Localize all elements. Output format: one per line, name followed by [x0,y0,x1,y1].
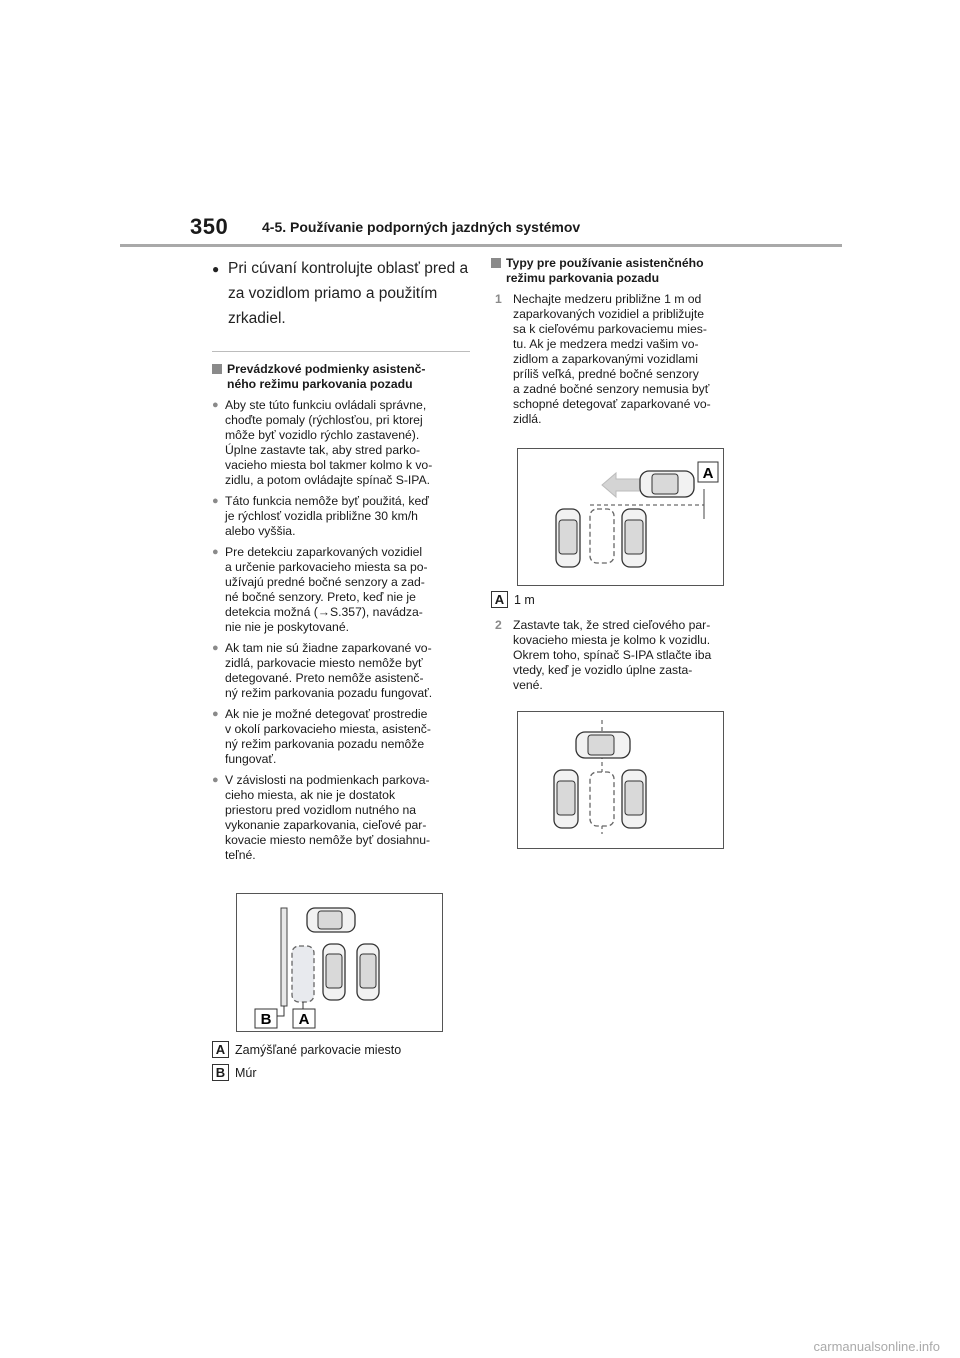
step-item [491,618,753,693]
legend-key: A [212,1041,229,1058]
left-column [212,256,470,869]
circle-bullet-icon: ● [212,399,219,411]
legend-text: Zamýšľané parkovacie miesto [235,1042,402,1057]
step-text: Nechajte medzeru približne 1 m od zaparkovaných vozidiel a približujte sa k cieľovému parkovaciemu mies- tu. Ak je medzera medzi vašim vo- zidlom a zaparkovanými vozidlami príliš veľká, predné bočné senzory a zadné bočné senzory nemusia byť schopné detegovať zaparkované vo- zidlá. [513,292,711,426]
bullet-dot-icon: ● [212,262,220,276]
square-bullet-icon [212,364,222,374]
parked-car-icon [556,509,580,567]
top-bullet-text: Pri cúvaní kontrolujte oblasť pred a za vozidlom priamo a použitím zrkadiel. [228,260,469,327]
section-heading-text: Prevádzkové podmienky asistenč- ného režimu parkovania pozadu [227,362,426,391]
right-figure-legend [491,591,535,608]
parked-car-icon [622,509,646,567]
legend-text: Múr [235,1065,257,1080]
legend-key: A [491,591,508,608]
circle-bullet-icon: ● [212,642,219,654]
list-item: ● Táto funkcia nemôže byť použitá, keď je rýchlosť vozidla približne 30 km/h alebo vyššia. [212,494,429,538]
step-text: Zastavte tak, že stred cieľového par- kovacieho miesta je kolmo k vozidlu. Okrem toho, spínač S-IPA stlačte iba vtedy, keď je vozidlo úplne zasta- vené. [513,618,712,692]
parking-diagram-approach [518,449,723,585]
header-divider [120,244,842,247]
section-heading-tips [491,256,753,286]
list-item: ● Ak nie je možné detegovať prostredie v okolí parkovacieho miesta, asistenč- ný režim parkovania pozadu nemôže fungovať. [212,707,431,766]
watermark: carmanualsonline.info [813,1339,940,1354]
left-figure-legend [212,1036,472,1081]
parking-diagram-wall [237,894,442,1031]
label-b: B [260,1011,272,1028]
section-divider [212,351,470,352]
label-b-leader [277,1006,284,1016]
target-parking-space [292,946,314,1002]
target-parking-space [590,509,614,563]
car-top-icon [576,732,630,758]
square-bullet-icon [491,258,501,268]
target-parking-space [590,772,614,826]
section-heading-conditions [212,362,470,392]
car-top-icon [640,471,694,497]
list-item: ● Ak tam nie sú žiadne zaparkované vo- zidlá, parkovacie miesto nemôže byť detegované. Preto nemôže asistenč- ný režim parkovania pozadu fungovať. [212,641,433,700]
parked-car-icon [357,944,379,1000]
legend-item [212,1041,472,1058]
step-number: 1 [495,292,502,306]
stop-position-figure [517,711,724,849]
step-2-block [491,618,753,701]
parked-car-icon [622,770,646,828]
car-top-icon [307,908,355,932]
right-column [491,256,753,435]
label-a: A [702,465,714,482]
legend-key: B [212,1064,229,1081]
list-item: ● V závislosti na podmienkach parkova- cieho miesta, ak nie je dostatok priestoru pred vozidlom nutného na vykonanie zaparkovania, cieľové par- kovacie miesto nemôže byť dosiahnu- teľné. [212,773,431,862]
circle-bullet-icon: ● [212,546,219,558]
step-item [491,292,753,427]
approach-figure [517,448,724,586]
legend-item [212,1064,472,1081]
parked-car-icon [323,944,345,1000]
parked-car-icon [554,770,578,828]
wall-shape [281,908,287,1006]
motion-arrow-icon [602,473,644,497]
circle-bullet-icon: ● [212,774,219,786]
parking-space-figure [236,893,443,1032]
circle-bullet-icon: ● [212,495,219,507]
legend-text: 1 m [514,592,535,607]
label-a: A [298,1011,310,1028]
page-number: 350 [190,214,229,239]
section-heading-text: Typy pre používanie asistenčného režimu parkovania pozadu [506,256,704,285]
parking-diagram-stop [518,712,723,848]
chapter-title: 4-5. Používanie podporných jazdných systémov [262,219,581,235]
top-bullet [212,256,470,331]
circle-bullet-icon: ● [212,708,219,720]
step-number: 2 [495,618,502,632]
list-item: ● Pre detekciu zaparkovaných vozidiel a určenie parkovacieho miesta sa po- užívajú predné bočné senzory a zad- né bočné senzory. Preto, keď nie je detekcia možná (→S.357), navádza- nie nie je poskytované. [212,545,428,634]
legend-item [491,591,535,608]
list-item: ● Aby ste túto funkciu ovládali správne, choďte pomaly (rýchlosťou, pri ktorej môže byť vozidlo rýchlo zastavené). Úplne zastavte tak, aby stred parko- vacieho miesta bol takmer kolmo k vo- zidlu, a potom ovládajte spínač S-IPA. [212,398,433,487]
